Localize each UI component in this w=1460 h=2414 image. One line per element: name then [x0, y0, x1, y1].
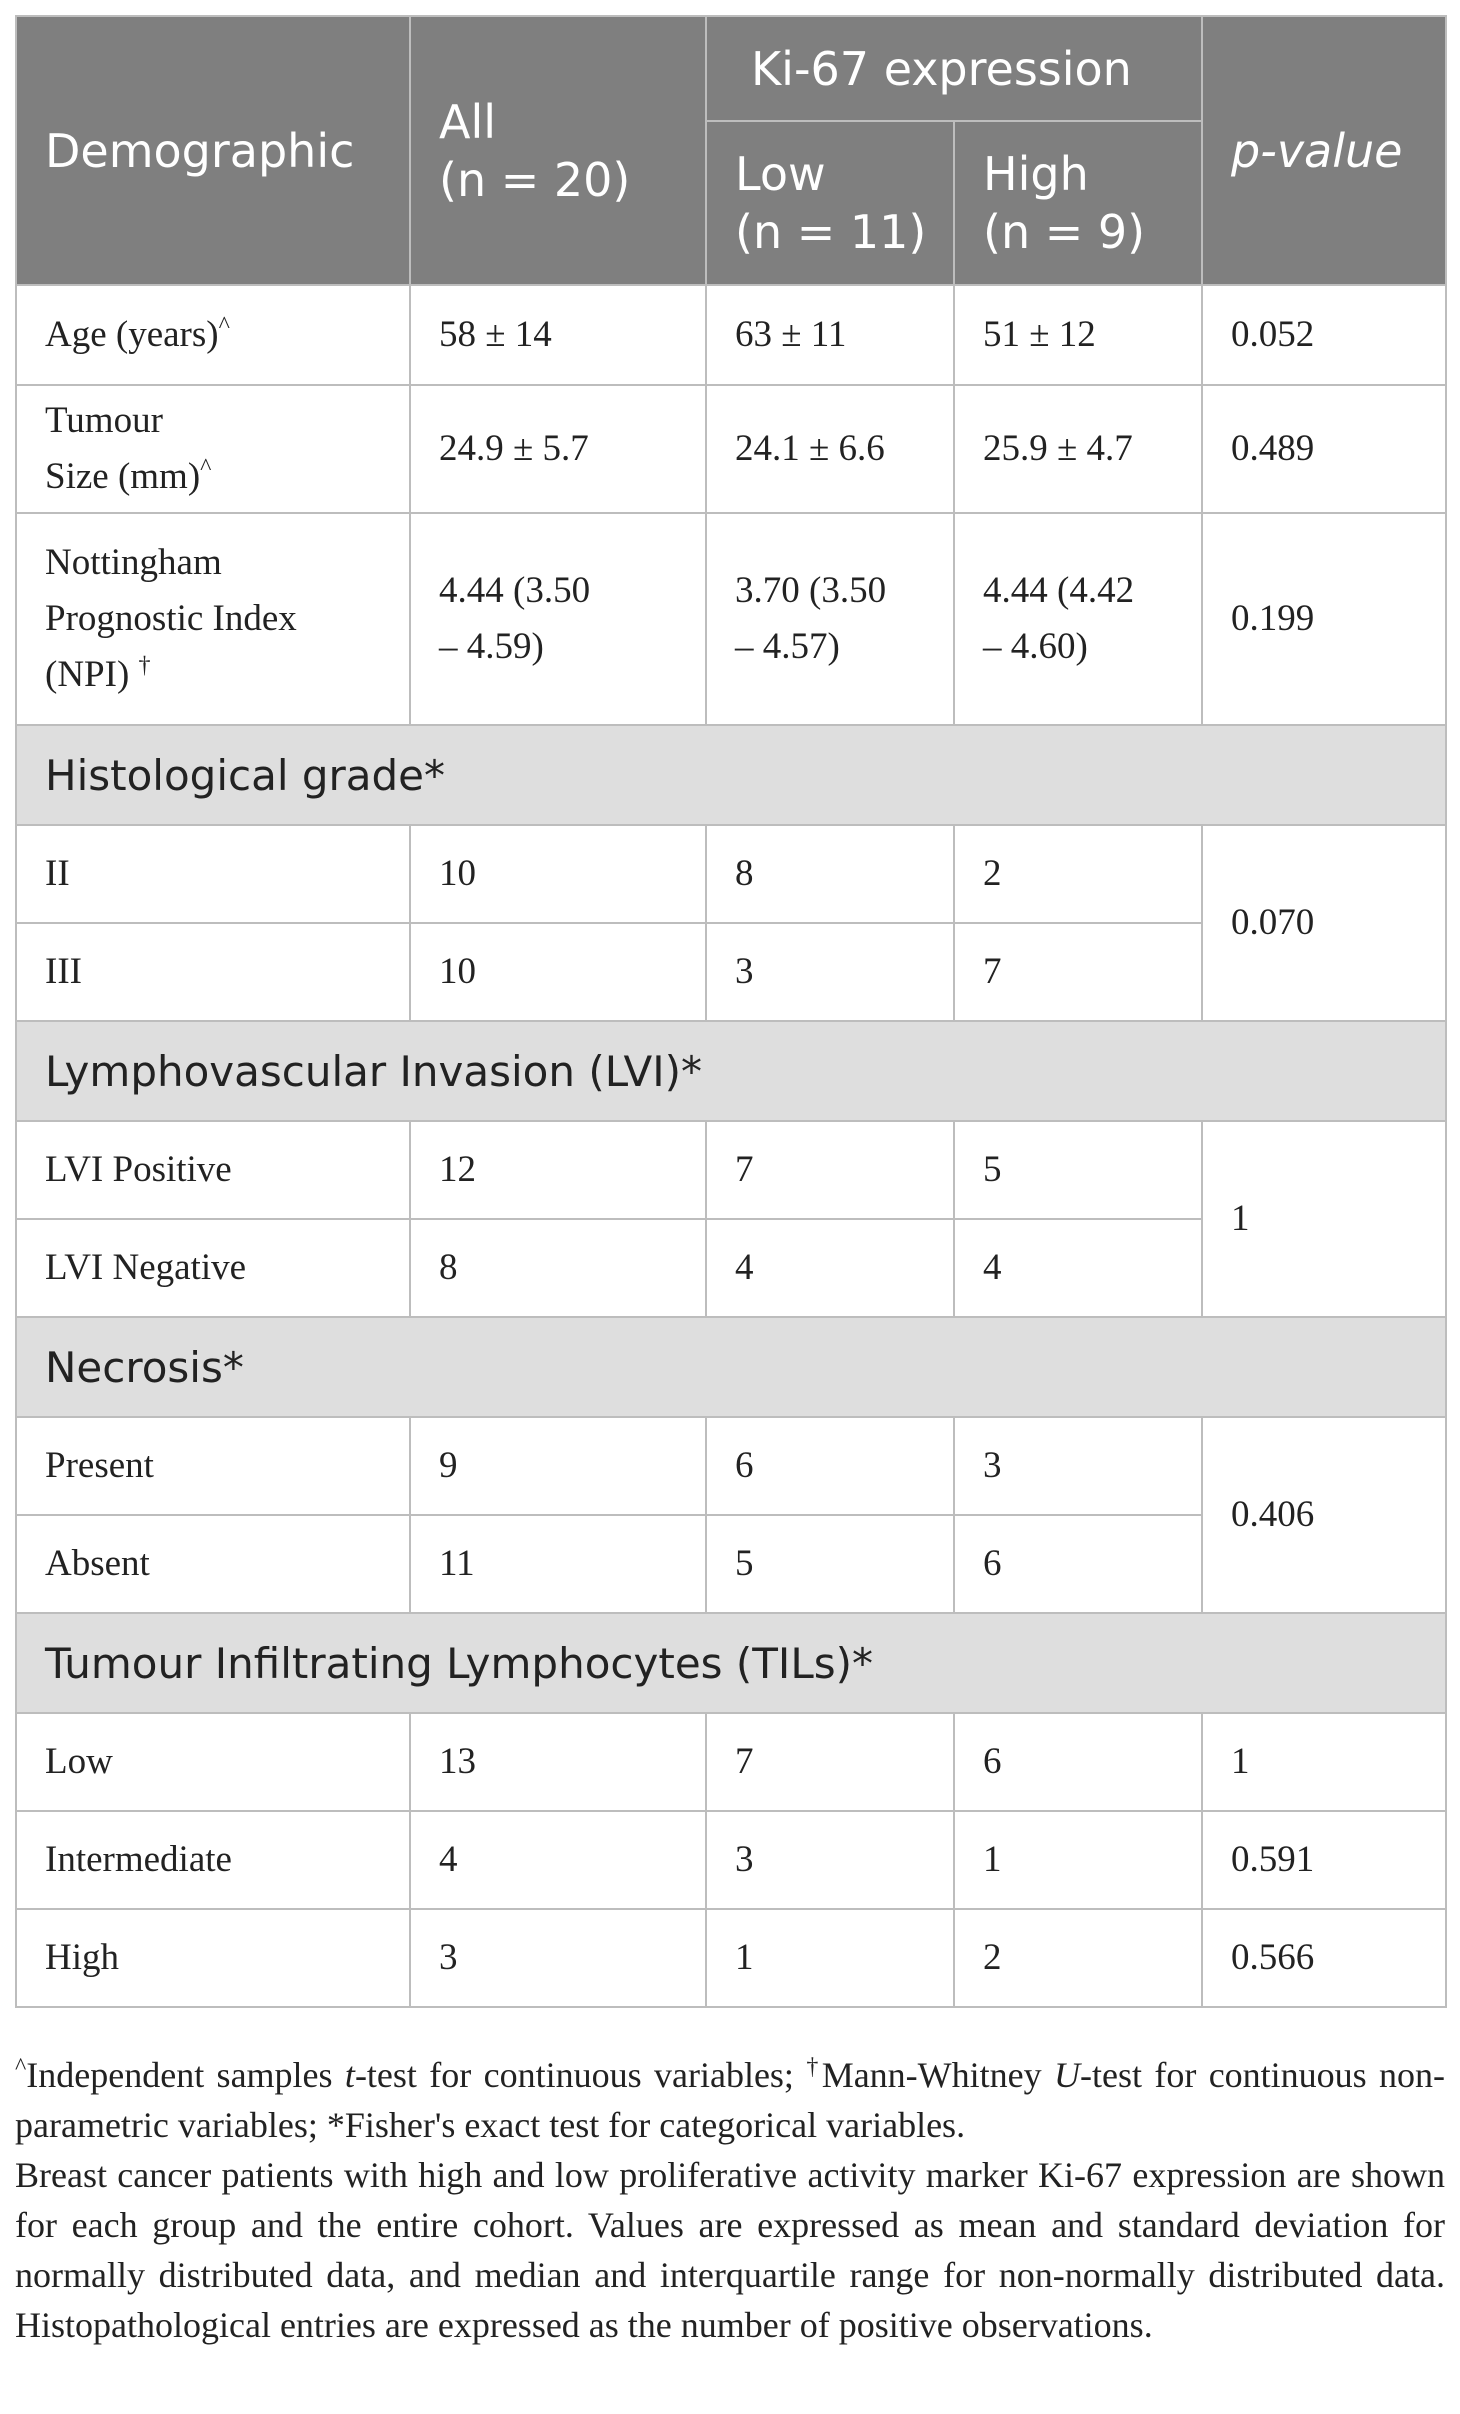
row-label: High	[16, 1909, 410, 2007]
cell-all: 4.44 (3.50 – 4.59)	[410, 513, 706, 725]
cell-pvalue: 1	[1202, 1713, 1446, 1811]
cell-pvalue: 0.566	[1202, 1909, 1446, 2007]
table-row	[16, 1811, 1446, 1909]
row-label: Absent	[16, 1515, 410, 1613]
cell-all: 10	[410, 923, 706, 1021]
cell-pvalue: 0.052	[1202, 285, 1446, 385]
row-label: Intermediate	[16, 1811, 410, 1909]
cell-pvalue: 0.591	[1202, 1811, 1446, 1909]
row-label: Age (years)^	[16, 285, 410, 385]
cell-pvalue: 0.070	[1202, 825, 1446, 1021]
cell-all: 24.9 ± 5.7	[410, 385, 706, 513]
table-row	[16, 1713, 1446, 1811]
header-high	[954, 121, 1202, 285]
section-title: Histological grade*	[16, 725, 1446, 825]
cell-low: 5	[706, 1515, 954, 1613]
table-row	[16, 1909, 1446, 2007]
table-row	[16, 825, 1446, 923]
cell-high: 3	[954, 1417, 1202, 1515]
cell-high: 25.9 ± 4.7	[954, 385, 1202, 513]
cell-low: 4	[706, 1219, 954, 1317]
table-row	[16, 1121, 1446, 1219]
row-label: Present	[16, 1417, 410, 1515]
row-label: LVI Positive	[16, 1121, 410, 1219]
cell-low: 6	[706, 1417, 954, 1515]
cell-high: 2	[954, 825, 1202, 923]
footnote-description: Breast cancer patients with high and low proliferative activity marker Ki-67 expression are shown for each group and the entire cohort. Values are expressed as mean and standard deviation for normally distributed data, and median and interquartile range for non-normally distributed data. Histopathological entries are expressed as the number of positive observations.	[15, 2155, 1445, 2345]
table-footnotes	[15, 2050, 1445, 2350]
row-label: II	[16, 825, 410, 923]
section-header	[16, 725, 1446, 825]
cell-high: 6	[954, 1515, 1202, 1613]
footnote-tests: ^Independent samples t-test for continuous variables; †Mann-Whitney U-test for continuous non-parametric variables; *Fisher's exact test for categorical variables.	[15, 2054, 1446, 2145]
header-high-line2: (n = 9)	[983, 205, 1146, 259]
cell-low: 24.1 ± 6.6	[706, 385, 954, 513]
cell-low: 3	[706, 1811, 954, 1909]
header-all-line1: All	[439, 94, 497, 149]
table-row	[16, 513, 1446, 725]
cell-high: 51 ± 12	[954, 285, 1202, 385]
cell-high: 7	[954, 923, 1202, 1021]
header-all	[410, 16, 706, 285]
section-title: Necrosis*	[16, 1317, 1446, 1417]
cell-pvalue: 0.406	[1202, 1417, 1446, 1613]
header-high-line1: High	[983, 147, 1089, 201]
table-row	[16, 285, 1446, 385]
cell-all: 3	[410, 1909, 706, 2007]
row-label: III	[16, 923, 410, 1021]
row-label: LVI Negative	[16, 1219, 410, 1317]
cell-low: 7	[706, 1121, 954, 1219]
cell-all: 11	[410, 1515, 706, 1613]
header-all-line2: (n = 20)	[439, 152, 631, 207]
cell-low: 63 ± 11	[706, 285, 954, 385]
cell-all: 10	[410, 825, 706, 923]
section-title: Tumour Infiltrating Lymphocytes (TILs)*	[16, 1613, 1446, 1713]
cell-low: 3	[706, 923, 954, 1021]
demographics-table	[15, 15, 1447, 2008]
row-label: Low	[16, 1713, 410, 1811]
cell-all: 9	[410, 1417, 706, 1515]
header-low-line1: Low	[735, 147, 826, 201]
section-title: Lymphovascular Invasion (LVI)*	[16, 1021, 1446, 1121]
cell-all: 12	[410, 1121, 706, 1219]
cell-all: 4	[410, 1811, 706, 1909]
cell-all: 13	[410, 1713, 706, 1811]
cell-high: 6	[954, 1713, 1202, 1811]
header-pvalue: p-value	[1202, 16, 1446, 285]
section-header	[16, 1021, 1446, 1121]
cell-low: 7	[706, 1713, 954, 1811]
row-label: Tumour Size (mm)^	[16, 385, 410, 513]
cell-low: 8	[706, 825, 954, 923]
table-row	[16, 1417, 1446, 1515]
cell-high: 1	[954, 1811, 1202, 1909]
header-low	[706, 121, 954, 285]
cell-all: 8	[410, 1219, 706, 1317]
cell-pvalue: 1	[1202, 1121, 1446, 1317]
cell-low: 3.70 (3.50 – 4.57)	[706, 513, 954, 725]
header-demographic: Demographic	[16, 16, 410, 285]
section-header	[16, 1317, 1446, 1417]
table-row	[16, 385, 1446, 513]
header-ki67: Ki-67 expression	[706, 16, 1202, 121]
cell-all: 58 ± 14	[410, 285, 706, 385]
header-low-line2: (n = 11)	[735, 205, 927, 259]
cell-high: 4.44 (4.42 – 4.60)	[954, 513, 1202, 725]
cell-high: 2	[954, 1909, 1202, 2007]
row-label: Nottingham Prognostic Index (NPI) †	[16, 513, 410, 725]
cell-high: 4	[954, 1219, 1202, 1317]
section-header	[16, 1613, 1446, 1713]
cell-pvalue: 0.489	[1202, 385, 1446, 513]
cell-high: 5	[954, 1121, 1202, 1219]
cell-low: 1	[706, 1909, 954, 2007]
cell-pvalue: 0.199	[1202, 513, 1446, 725]
